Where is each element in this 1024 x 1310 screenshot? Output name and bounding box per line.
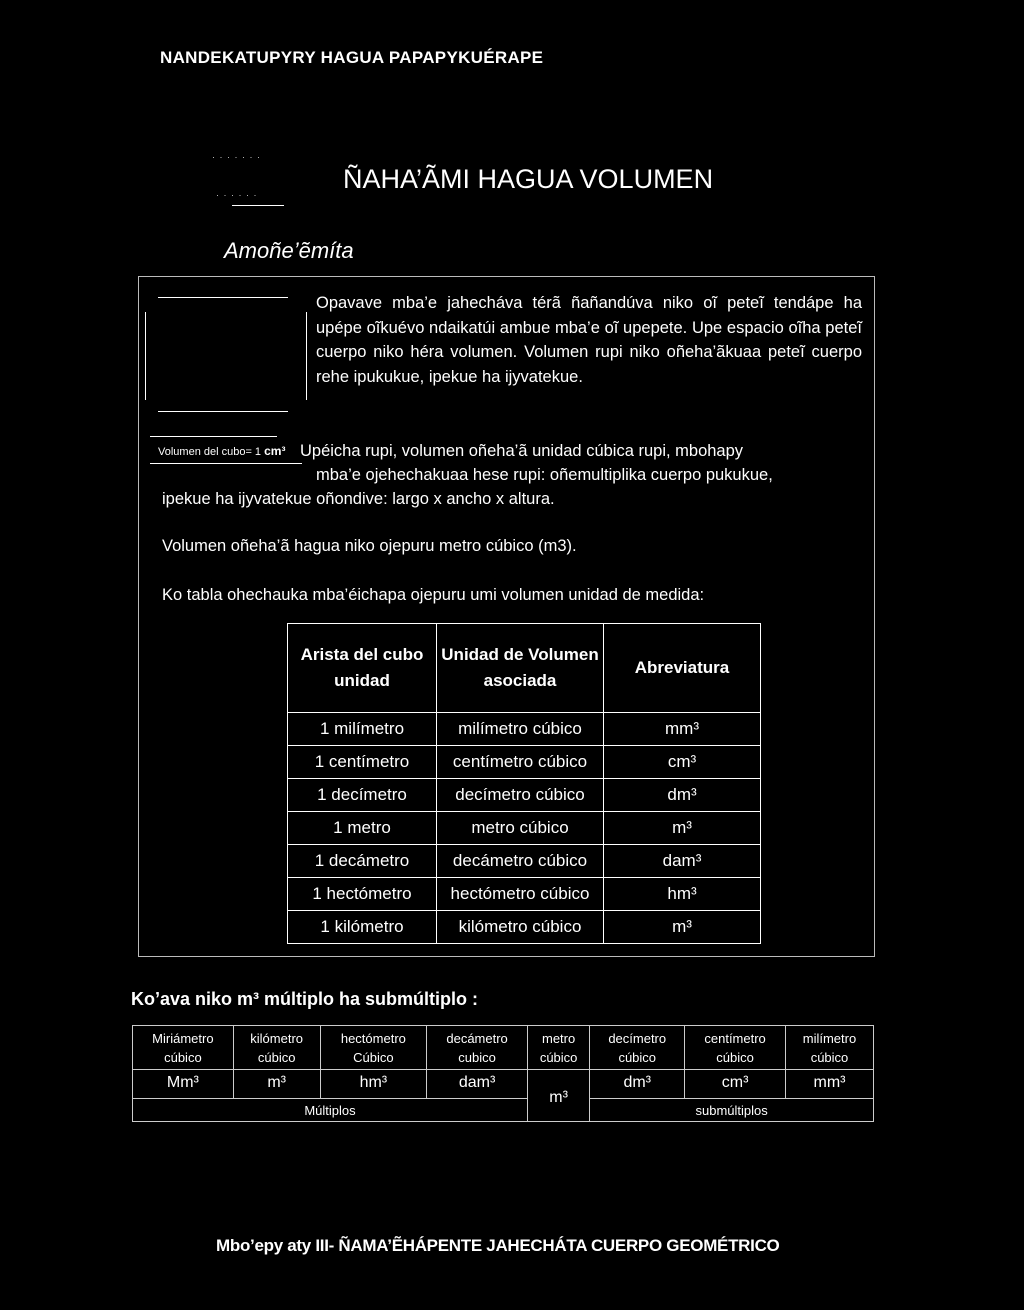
cube-outline-left [145, 312, 146, 400]
table-row [288, 713, 761, 746]
cube-outline-top [158, 297, 288, 298]
section-subtitle: Amoñe’ẽmíta [224, 238, 354, 263]
table-cell: cm³ [604, 746, 761, 779]
table-cell: 1 metro [288, 812, 437, 845]
table-cell: decámetro cúbico [437, 845, 604, 878]
decorative-line [232, 205, 284, 206]
volume-units-table [287, 623, 761, 944]
unit-name-cell [590, 1026, 685, 1070]
multiples-label: Múltiplos [133, 1099, 528, 1122]
table-cell: m³ [604, 911, 761, 944]
cube-volume-label-text: Volumen del cubo= 1 [158, 446, 265, 458]
unit-abbr-cell: mm³ [785, 1070, 873, 1099]
unit-name-cell [427, 1026, 528, 1070]
cube-outline-bottom [158, 411, 288, 412]
unit-name-suffix: cúbico [257, 1049, 296, 1065]
table-cell: hectómetro cúbico [437, 878, 604, 911]
unit-name-suffix: cúbico [810, 1049, 849, 1065]
unit-abbr-cell: cm³ [685, 1070, 786, 1099]
table-cell: centímetro cúbico [437, 746, 604, 779]
cube-volume-label [158, 444, 285, 458]
page-footer: Mbo’epy aty III- ÑAMA’ẼHÁPENTE JAHECHÁTA CUERPO GEOMÉTRICO [216, 1236, 780, 1255]
unit-name: decímetro [608, 1030, 667, 1046]
table-cell: 1 centímetro [288, 746, 437, 779]
cube-outline-right [306, 312, 307, 400]
section-title: ÑAHA’ÃMI HAGUA VOLUMEN [343, 164, 714, 194]
table-cell: 1 milímetro [288, 713, 437, 746]
decorative-dots: · · · · · · · [212, 152, 261, 162]
unit-name-suffix: cúbico [716, 1049, 754, 1065]
label-rule [150, 463, 302, 464]
unit-abbr-cell: dm³ [590, 1070, 685, 1099]
table-header: Abreviatura [604, 624, 761, 713]
unit-abbr-row [133, 1070, 874, 1099]
unit-name: Miriámetro [152, 1030, 214, 1046]
unit-names-row [133, 1026, 874, 1070]
unit-abbr-cell: hm³ [320, 1070, 427, 1099]
unit-abbr-cell: Mm³ [133, 1070, 234, 1099]
unit-name: metro [541, 1030, 576, 1046]
page-header-title: NANDEKATUPYRY HAGUA PAPAPYKUÉRAPE [160, 48, 544, 67]
table-cell: kilómetro cúbico [437, 911, 604, 944]
table-cell: 1 hectómetro [288, 878, 437, 911]
table-row [288, 878, 761, 911]
intro-paragraph: Opavave mba’e jahecháva térã ñañandúva niko oĩ peteĩ tendápe ha upépe oĩkuévo ndaikatúi ambue mba’e oĩ upepete. Upe espacio oĩha peteĩ cuerpo niko héra volumen. Volumen rupi niko oñeha’ãkuaa peteĩ cuerpo rehe ipukukue, ipekue ha ijyvatekue. [316, 294, 862, 386]
table-row [288, 746, 761, 779]
unit-name-cell [527, 1026, 589, 1070]
cube-volume-label-unit: cm³ [264, 444, 286, 458]
volume-paragraph-line3: ipekue ha ijyvatekue oñondive: largo x ancho x altura. [162, 490, 555, 508]
table-cell: milímetro cúbico [437, 713, 604, 746]
unit-name-suffix: cúbico [539, 1049, 578, 1065]
unit-groups-row [133, 1099, 874, 1122]
unit-name-suffix: Cúbico [353, 1049, 394, 1065]
table-intro-paragraph: Ko tabla ohechauka mba’éichapa ojepuru umi volumen unidad de medida: [162, 586, 705, 604]
table-cell: 1 decímetro [288, 779, 437, 812]
unit-name-cell [785, 1026, 873, 1070]
table-cell: dam³ [604, 845, 761, 878]
unit-name: decámetro [446, 1030, 508, 1046]
unit-name-suffix: cúbico [164, 1049, 202, 1065]
table-row [288, 911, 761, 944]
volume-paragraph-line2: mba’e ojehechakuaa hese rupi: oñemultiplika cuerpo pukukue, [316, 466, 773, 484]
table-cell: metro cúbico [437, 812, 604, 845]
unit-name-cell [320, 1026, 427, 1070]
table-header: Unidad de Volumen asociada [437, 624, 604, 713]
table-header: Arista del cubo unidad [288, 624, 437, 713]
unit-name: hectómetro [340, 1030, 406, 1046]
unit-name-suffix: cúbico [618, 1049, 657, 1065]
unit-abbr-cell: m³ [233, 1070, 320, 1099]
unit-name-cell [685, 1026, 786, 1070]
table-row [288, 812, 761, 845]
table-cell: hm³ [604, 878, 761, 911]
table-cell: mm³ [604, 713, 761, 746]
unit-name: centímetro [704, 1030, 766, 1046]
volume-paragraph-line1: Upéicha rupi, volumen oñeha’ã unidad cúbica rupi, mbohapy [300, 442, 744, 460]
table-row [288, 779, 761, 812]
unit-paragraph: Volumen oñeha’ã hagua niko ojepuru metro cúbico (m3). [162, 537, 577, 555]
unit-name: milímetro [802, 1030, 857, 1046]
multiples-table [132, 1025, 874, 1122]
unit-name-cell [233, 1026, 320, 1070]
table-cell: 1 decámetro [288, 845, 437, 878]
unit-name-cell [133, 1026, 234, 1070]
decorative-dots: · · · · · · [216, 190, 258, 200]
unit-name: kilómetro [250, 1030, 304, 1046]
table-row [288, 845, 761, 878]
table-cell: 1 kilómetro [288, 911, 437, 944]
unit-name-suffix: cubico [458, 1049, 496, 1065]
unit-abbr-cell: dam³ [427, 1070, 528, 1099]
table-cell: dm³ [604, 779, 761, 812]
multiples-title: Ko’ava niko m³ múltiplo ha submúltiplo : [131, 989, 479, 1009]
label-rule [150, 436, 277, 437]
table-cell: m³ [604, 812, 761, 845]
unit-abbr-cell: m³ [527, 1070, 589, 1122]
table-cell: decímetro cúbico [437, 779, 604, 812]
submultiples-label: submúltiplos [590, 1099, 874, 1122]
